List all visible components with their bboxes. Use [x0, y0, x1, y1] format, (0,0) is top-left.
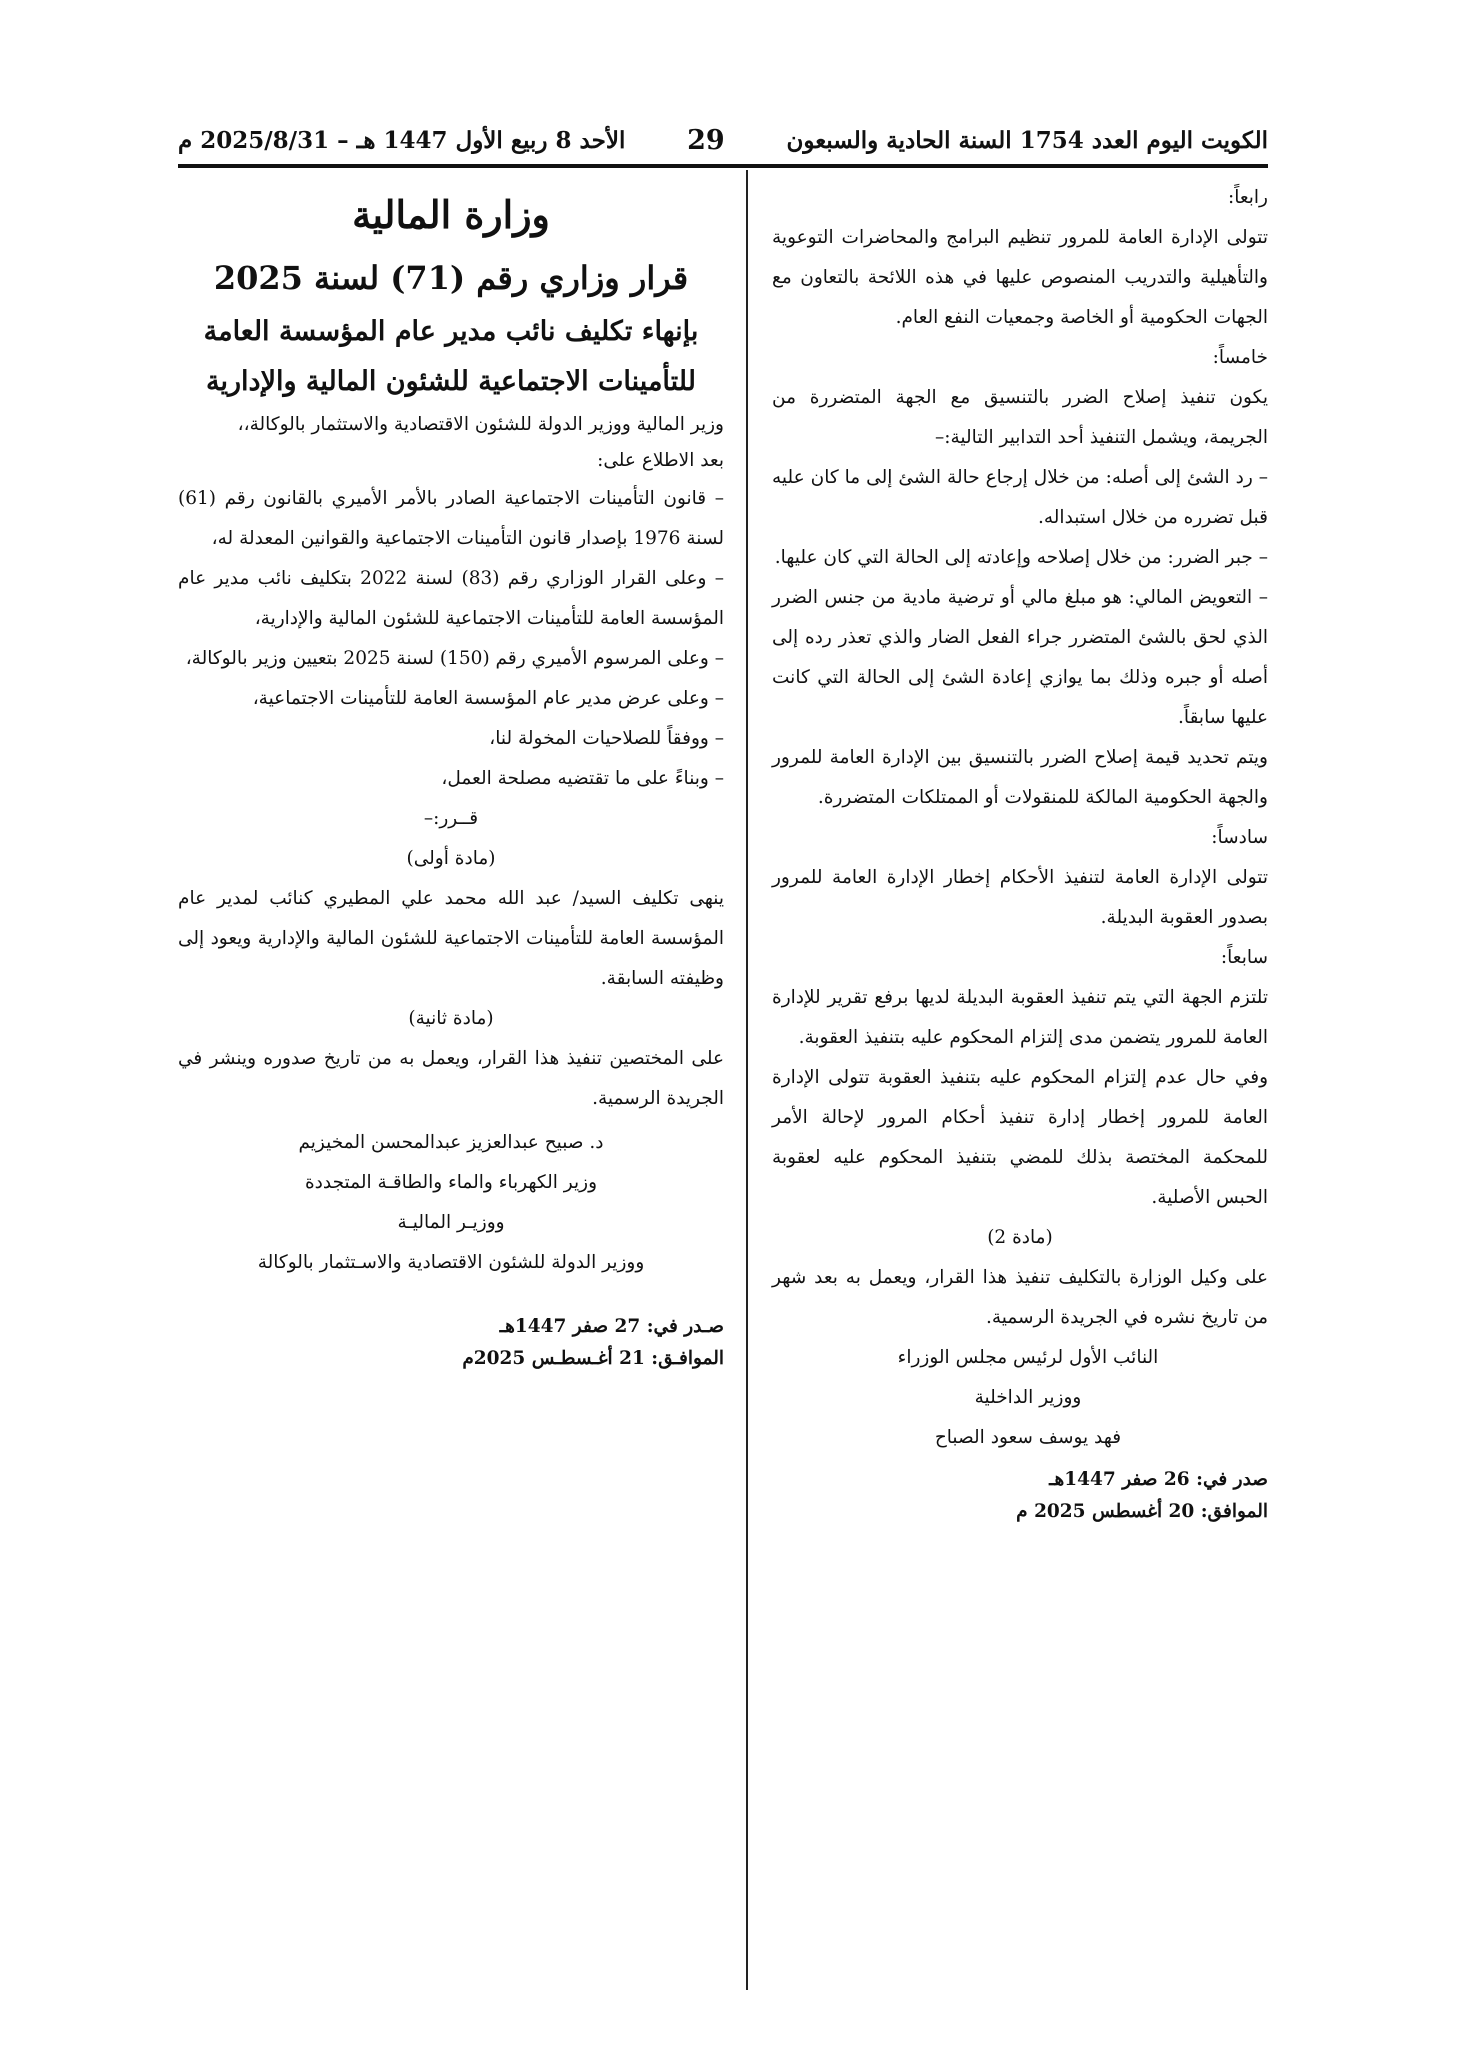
page-number: 29 [687, 124, 725, 156]
section-heading-4: رابعاً: [1227, 187, 1268, 208]
decision-subject: بإنهاء تكليف نائب مدير عام المؤسسة العامة [203, 316, 699, 347]
section-heading-7: سابعاً: [1220, 947, 1268, 968]
corresponding-date: الموافق: 20 أغسطس 2025 م [1016, 1501, 1268, 1522]
signature-line: ووزير الداخلية [974, 1387, 1082, 1408]
article-heading: (مادة 2) [987, 1227, 1053, 1248]
paragraph: وفي حال عدم إلتزام المحكوم عليه بتنفيذ العقوبة تتولى الإدارة العامة للمرور إخطار إدارة تنفيذ أحكام المرور لإحالة الأمر للمحكمة المختصة بذلك للمضي بتنفيذ المحكوم عليه لعقوبة الحبس الأصلية. [772, 1067, 1268, 1208]
signature-name: د. صبيح عبدالعزيز عبدالمحسن المخيزيم [298, 1132, 604, 1153]
section-heading-6: سادساً: [1211, 827, 1268, 848]
signature-line: ووزير الدولة للشئون الاقتصادية والاسـتثمار بالوكالة [257, 1252, 645, 1273]
paragraph: وزير المالية ووزير الدولة للشئون الاقتصادية والاستثمار بالوكالة،، [237, 414, 724, 435]
paragraph: تتولى الإدارة العامة للمرور تنظيم البرامج والمحاضرات التوعوية والتأهيلية والتدريب المنصوص عليها في هذه اللائحة بالتعاون مع الجهات الحكومية أو الخاصة وجمعيات النفع العام. [772, 227, 1268, 328]
signature-block [178, 1123, 724, 1283]
right-column [772, 178, 1268, 1528]
recital: – وعلى المرسوم الأميري رقم (150) لسنة 2025 بتعيين وزير بالوكالة، [185, 648, 724, 669]
recital: – وعلى عرض مدير عام المؤسسة العامة للتأمينات الاجتماعية، [252, 688, 724, 709]
issue-dates [178, 1311, 724, 1375]
paragraph: على وكيل الوزارة بالتكليف تنفيذ هذا القرار، ويعمل به بعد شهر من تاريخ نشره في الجريدة الرسمية. [772, 1267, 1268, 1328]
corresponding-date: الموافـق: 21 أغـسطـس 2025م [462, 1348, 724, 1369]
decided-heading: قــرر:– [423, 808, 479, 829]
issued-date: صدر في: 26 صفر 1447هـ [1049, 1469, 1268, 1490]
recital: – ووفقاً للصلاحيات المخولة لنا، [489, 728, 724, 749]
paragraph: يكون تنفيذ إصلاح الضرر بالتنسيق مع الجهة المتضررة من الجريمة، ويشمل التنفيذ أحد التدابير التالية:– [772, 387, 1268, 448]
paragraph: – التعويض المالي: هو مبلغ مالي أو ترضية مادية من جنس الضرر الذي لحق بالشئ المتضرر جراء الفعل الضار والذي تعذر رده إلى أصله أو جبره وذلك بما يوازي إعادة الشئ إلى الحالة التي كانت عليها سابقاً. [772, 587, 1268, 728]
signature-line: النائب الأول لرئيس مجلس الوزراء [897, 1347, 1159, 1368]
paragraph: بعد الاطلاع على: [597, 450, 724, 471]
signature-block [848, 1338, 1208, 1458]
paragraph: تتولى الإدارة العامة لتنفيذ الأحكام إخطار الإدارة العامة للمرور بصدور العقوبة البديلة. [772, 867, 1268, 928]
paragraph: – جبر الضرر: من خلال إصلاحه وإعادته إلى الحالة التي كان عليها. [774, 547, 1268, 568]
paragraph: على المختصين تنفيذ هذا القرار، ويعمل به من تاريخ صدوره وينشر في الجريدة الرسمية. [178, 1048, 724, 1109]
signature-line: وزير الكهرباء والماء والطاقـة المتجددة [304, 1172, 598, 1193]
signature-line: ووزيـر الماليـة [397, 1212, 505, 1233]
recital: – وبناءً على ما تقتضيه مصلحة العمل، [441, 768, 724, 789]
paragraph: – رد الشئ إلى أصله: من خلال إرجاع حالة الشئ إلى ما كان عليه قبل تضرره من خلال استبداله. [772, 467, 1268, 528]
section-heading-5: خامساً: [1212, 347, 1268, 368]
header-rule [178, 164, 1268, 168]
paragraph: ويتم تحديد قيمة إصلاح الضرر بالتنسيق بين الإدارة العامة للمرور والجهة الحكومية المالكة للمنقولات أو الممتلكات المتضررة. [772, 747, 1268, 808]
paragraph: ينهى تكليف السيد/ عبد الله محمد علي المطيري كنائب لمدير عام المؤسسة العامة للتأمينات الاجتماعية للشئون المالية والإدارية ويعود إلى وظيفته السابقة. [178, 888, 724, 989]
decision-subject: للتأمينات الاجتماعية للشئون المالية والإدارية [206, 366, 696, 397]
issue-dates [772, 1464, 1268, 1528]
column-divider [746, 170, 748, 1990]
page-header [178, 118, 1268, 162]
header-issue-info: الكويت اليوم العدد 1754 السنة الحادية والسبعون [786, 126, 1268, 154]
signature-name: فهد يوسف سعود الصباح [934, 1427, 1122, 1448]
issued-date: صـدر في: 27 صفر 1447هـ [499, 1316, 724, 1337]
article-heading: (مادة أولى) [406, 848, 496, 869]
header-date: الأحد 8 ربيع الأول 1447 هـ – 2025/8/31 م [178, 126, 626, 154]
recital: – قانون التأمينات الاجتماعية الصادر بالأمر الأميري بالقانون رقم (61) لسنة 1976 بإصدار قانون التأمينات الاجتماعية والقوانين المعدلة له، [178, 488, 724, 549]
article-heading: (مادة ثانية) [408, 1008, 494, 1029]
decision-title: قرار وزاري رقم (71) لسنة 2025 [213, 259, 689, 297]
paragraph: تلتزم الجهة التي يتم تنفيذ العقوبة البديلة لديها برفع تقرير للإدارة العامة للمرور يتضمن مدى إلتزام المحكوم عليه بتنفيذ العقوبة. [772, 987, 1268, 1048]
left-column [178, 185, 724, 1375]
recital: – وعلى القرار الوزاري رقم (83) لسنة 2022 بتكليف نائب مدير عام المؤسسة العامة للتأمينات الاجتماعية للشئون المالية والإدارية، [178, 568, 724, 629]
ministry-title: وزارة المالية [352, 192, 550, 237]
